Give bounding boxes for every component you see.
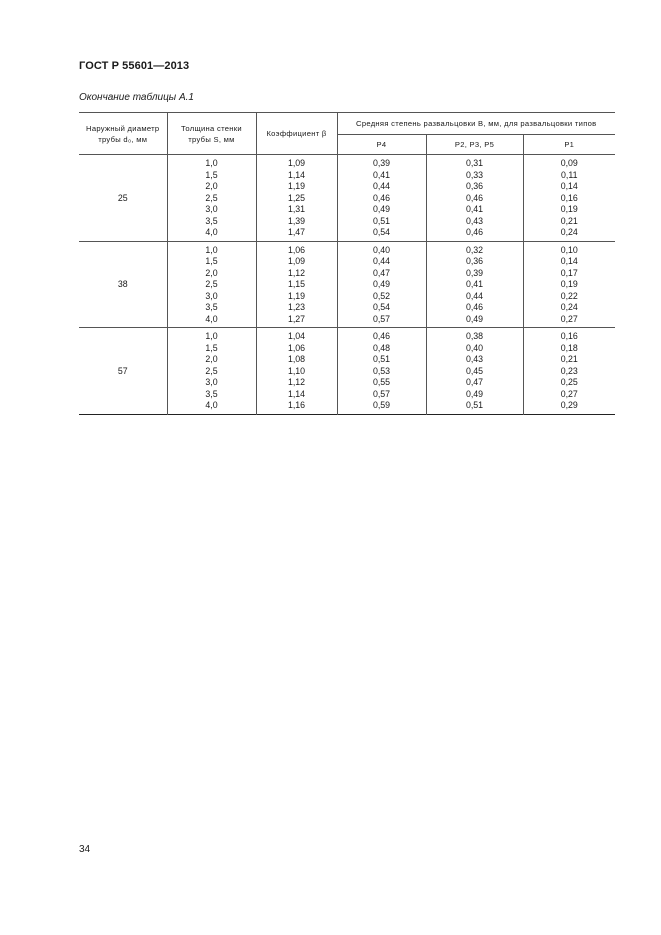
cell-p2-p3-p5-value: 0,41 xyxy=(465,204,484,214)
cell-beta-value: 1,10 xyxy=(287,365,306,376)
cell-p4-value: 0,47 xyxy=(372,267,391,278)
table-caption: Окончание таблицы А.1 xyxy=(79,92,194,103)
cell-beta-value: 1,47 xyxy=(287,227,306,237)
cell-p4-value: 0,51 xyxy=(372,354,391,364)
table-row xyxy=(79,155,615,242)
cell-p2-p3-p5-value: 0,49 xyxy=(465,313,484,324)
cell-p4-value: 0,57 xyxy=(372,388,391,399)
cell-p2-p3-p5-value: 0,47 xyxy=(465,377,484,387)
cell-p1-value: 0,16 xyxy=(560,192,578,203)
cell-beta-value: 1,16 xyxy=(287,400,306,410)
page-number: 34 xyxy=(79,844,91,855)
cell-p1-value: 0,29 xyxy=(560,400,578,410)
header-outer-diameter: Наружный диаметр трубы d₀, мм xyxy=(79,113,167,155)
cell-p4-value: 0,52 xyxy=(372,290,391,301)
cell-beta-value: 1,19 xyxy=(287,181,306,191)
cell-p2-p3-p5-value: 0,39 xyxy=(465,267,484,278)
cell-p1 xyxy=(523,241,615,328)
cell-thickness-value: 1,5 xyxy=(205,256,218,266)
cell-p2-p3-p5-value: 0,33 xyxy=(465,169,484,180)
document-header: ГОСТ Р 55601—2013 xyxy=(79,60,190,72)
cell-p2-p3-p5 xyxy=(426,241,523,328)
header-flaring-degree: Средняя степень развальцовки B, мм, для развальцовки типов xyxy=(337,113,615,135)
cell-p1-value: 0,24 xyxy=(560,227,578,237)
cell-p2-p3-p5-value: 0,51 xyxy=(465,400,484,410)
cell-beta-value: 1,08 xyxy=(287,354,306,364)
cell-p4-value: 0,39 xyxy=(372,158,391,168)
cell-p1-value: 0,21 xyxy=(560,215,578,226)
cell-beta-value: 1,06 xyxy=(287,342,306,353)
cell-p4 xyxy=(337,328,426,415)
cell-beta xyxy=(256,328,337,415)
header-wall-thickness: Толщина стенки трубы S, мм xyxy=(167,113,256,155)
cell-thickness-value: 2,5 xyxy=(205,192,218,203)
data-table xyxy=(79,112,615,415)
cell-beta-value: 1,04 xyxy=(287,331,306,341)
cell-beta-value: 1,27 xyxy=(287,313,306,324)
cell-p2-p3-p5-value: 0,44 xyxy=(465,290,484,301)
cell-thickness xyxy=(167,241,256,328)
cell-p1-value: 0,27 xyxy=(560,388,578,399)
cell-thickness xyxy=(167,328,256,415)
cell-p2-p3-p5-value: 0,43 xyxy=(465,215,484,226)
cell-p1-value: 0,22 xyxy=(560,290,578,301)
cell-p2-p3-p5-value: 0,36 xyxy=(465,256,484,266)
cell-p1-value: 0,14 xyxy=(560,256,578,266)
cell-p4-value: 0,55 xyxy=(372,377,391,387)
cell-p2-p3-p5-value: 0,46 xyxy=(465,227,484,237)
cell-p4-value: 0,41 xyxy=(372,169,391,180)
cell-beta xyxy=(256,155,337,242)
cell-thickness-value: 3,5 xyxy=(205,302,218,312)
cell-p4 xyxy=(337,241,426,328)
header-type-p1: Р1 xyxy=(523,135,615,155)
cell-p4-value: 0,53 xyxy=(372,365,391,376)
cell-thickness-value: 1,5 xyxy=(205,342,218,353)
cell-p1-value: 0,14 xyxy=(560,181,578,191)
cell-beta xyxy=(256,241,337,328)
cell-p4-value: 0,40 xyxy=(372,244,391,255)
cell-p1-value: 0,10 xyxy=(560,244,578,255)
cell-p4-value: 0,51 xyxy=(372,215,391,226)
cell-thickness-value: 3,0 xyxy=(205,290,218,301)
cell-thickness-value: 2,5 xyxy=(205,365,218,376)
cell-p1 xyxy=(523,155,615,242)
cell-p4-value: 0,46 xyxy=(372,192,391,203)
cell-p1-value: 0,21 xyxy=(560,354,578,364)
cell-p1-value: 0,11 xyxy=(561,169,578,180)
cell-p4-value: 0,46 xyxy=(372,331,391,341)
cell-p1-value: 0,25 xyxy=(560,377,578,387)
cell-p2-p3-p5-value: 0,49 xyxy=(465,388,484,399)
cell-thickness-value: 3,0 xyxy=(205,204,218,214)
cell-thickness-value: 1,0 xyxy=(205,158,218,168)
cell-thickness-value: 3,5 xyxy=(205,215,218,226)
cell-thickness-value: 2,0 xyxy=(205,181,218,191)
cell-p4-value: 0,57 xyxy=(372,313,391,324)
cell-thickness-value: 1,0 xyxy=(205,244,218,255)
cell-beta-value: 1,14 xyxy=(287,388,306,399)
cell-p2-p3-p5-value: 0,45 xyxy=(465,365,484,376)
cell-p1-value: 0,23 xyxy=(560,365,578,376)
cell-thickness-value: 4,0 xyxy=(205,313,218,324)
cell-p2-p3-p5-value: 0,46 xyxy=(465,302,484,312)
cell-beta-value: 1,23 xyxy=(287,302,306,312)
cell-thickness-value: 1,0 xyxy=(205,331,218,341)
cell-p4-value: 0,44 xyxy=(372,181,391,191)
cell-p4-value: 0,48 xyxy=(372,342,391,353)
cell-beta-value: 1,12 xyxy=(287,377,306,387)
cell-p2-p3-p5 xyxy=(426,328,523,415)
cell-p2-p3-p5-value: 0,36 xyxy=(465,181,484,191)
cell-beta-value: 1,09 xyxy=(287,256,306,266)
cell-p1-value: 0,24 xyxy=(560,302,578,312)
cell-beta-value: 1,12 xyxy=(287,267,306,278)
cell-p2-p3-p5-value: 0,32 xyxy=(465,244,484,255)
cell-p2-p3-p5-value: 0,41 xyxy=(465,279,484,289)
cell-diameter: 38 xyxy=(79,241,167,328)
cell-p1-value: 0,18 xyxy=(560,342,578,353)
cell-p4-value: 0,49 xyxy=(372,204,391,214)
cell-p2-p3-p5-value: 0,40 xyxy=(465,342,484,353)
cell-beta-value: 1,31 xyxy=(287,204,306,214)
cell-beta-value: 1,14 xyxy=(287,169,306,180)
cell-p2-p3-p5-value: 0,31 xyxy=(465,158,484,168)
cell-beta-value: 1,06 xyxy=(287,244,306,255)
cell-p4-value: 0,59 xyxy=(372,400,391,410)
cell-thickness-value: 2,0 xyxy=(205,267,218,278)
cell-p1-value: 0,19 xyxy=(560,204,578,214)
cell-p4-value: 0,54 xyxy=(372,302,391,312)
cell-beta-value: 1,39 xyxy=(287,215,306,226)
cell-p4-value: 0,54 xyxy=(372,227,391,237)
cell-diameter: 25 xyxy=(79,155,167,242)
cell-p2-p3-p5-value: 0,38 xyxy=(465,331,484,341)
table-row xyxy=(79,241,615,328)
cell-diameter: 57 xyxy=(79,328,167,415)
cell-beta-value: 1,09 xyxy=(287,158,306,168)
cell-p2-p3-p5 xyxy=(426,155,523,242)
cell-beta-value: 1,19 xyxy=(287,290,306,301)
cell-p1-value: 0,17 xyxy=(560,267,578,278)
cell-thickness-value: 4,0 xyxy=(205,400,218,410)
cell-beta-value: 1,25 xyxy=(287,192,306,203)
cell-thickness-value: 1,5 xyxy=(205,169,218,180)
cell-p2-p3-p5-value: 0,46 xyxy=(465,192,484,203)
header-type-p2-p3-p5: Р2, Р3, Р5 xyxy=(426,135,523,155)
cell-thickness-value: 3,0 xyxy=(205,377,218,387)
cell-beta-value: 1,15 xyxy=(287,279,306,289)
cell-thickness-value: 3,5 xyxy=(205,388,218,399)
cell-thickness-value: 2,0 xyxy=(205,354,218,364)
cell-p2-p3-p5-value: 0,43 xyxy=(465,354,484,364)
cell-p1 xyxy=(523,328,615,415)
cell-p4 xyxy=(337,155,426,242)
cell-thickness-value: 2,5 xyxy=(205,279,218,289)
cell-p1-value: 0,16 xyxy=(560,331,578,341)
header-coefficient: Коэффициент β xyxy=(256,113,337,155)
table-row xyxy=(79,328,615,415)
cell-p1-value: 0,09 xyxy=(560,158,578,168)
cell-p1-value: 0,27 xyxy=(560,313,578,324)
cell-p4-value: 0,49 xyxy=(372,279,391,289)
cell-thickness-value: 4,0 xyxy=(205,227,218,237)
cell-thickness xyxy=(167,155,256,242)
header-type-p4: Р4 xyxy=(337,135,426,155)
cell-p4-value: 0,44 xyxy=(372,256,391,266)
cell-p1-value: 0,19 xyxy=(560,279,578,289)
